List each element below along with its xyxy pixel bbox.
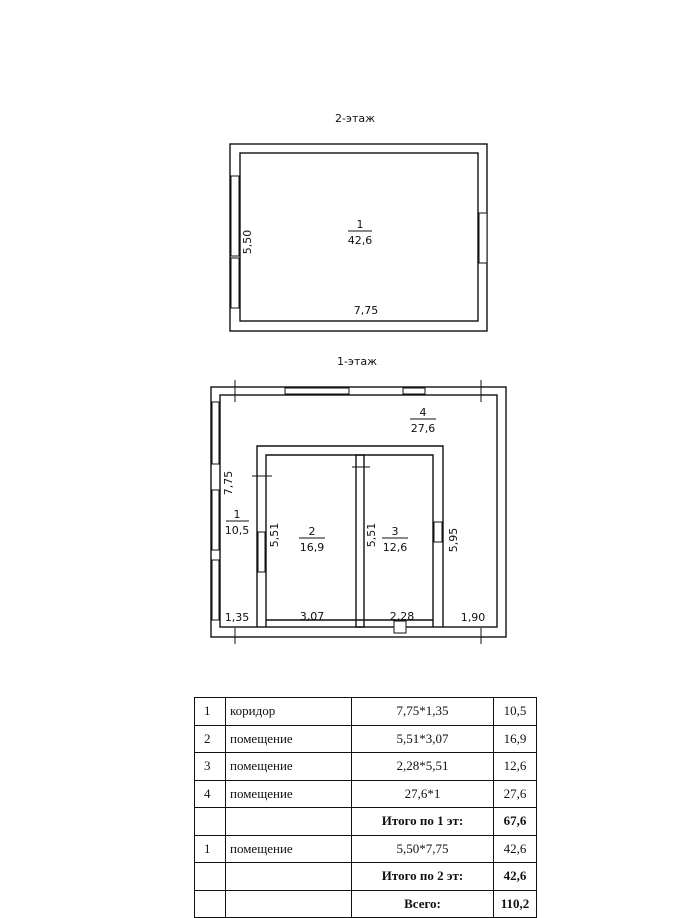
table-row: [195, 753, 537, 781]
dim-room-3-width: 2,28: [389, 610, 415, 623]
room-1-area: 10,5: [224, 524, 250, 537]
cell-total-label: Итого по 2 эт:: [352, 863, 494, 891]
table-row: [195, 835, 537, 863]
room-3-num: 3: [391, 525, 399, 538]
area-table: [194, 697, 537, 918]
room-4-num: 4: [419, 406, 427, 419]
cell-num: 2: [195, 725, 226, 753]
second-floor-room-num: 1: [356, 218, 364, 231]
room-4-area: 27,6: [410, 422, 436, 435]
cell-name: помещение: [226, 753, 352, 781]
table-row: [195, 725, 537, 753]
room-1-num: 1: [233, 508, 241, 521]
room-3-area: 12,6: [382, 541, 408, 554]
door-right: [434, 522, 442, 542]
cell-num: [195, 890, 226, 918]
second-floor-plan: [230, 112, 487, 331]
cell-name: коридор: [226, 698, 352, 726]
cell-area: 16,9: [494, 725, 537, 753]
second-floor-room-area: 42,6: [347, 234, 373, 247]
cell-total-label: Итого по 1 эт:: [352, 808, 494, 836]
table-row: [195, 698, 537, 726]
area-table-grid: [194, 697, 537, 918]
cell-total-area: 67,6: [494, 808, 537, 836]
window-right: [479, 213, 487, 263]
cell-grand-total-area: 110,2: [494, 890, 537, 918]
cell-grand-total-label: Всего:: [352, 890, 494, 918]
cell-area: 27,6: [494, 780, 537, 808]
cell-num: 4: [195, 780, 226, 808]
inner-block-outer-wall: [257, 446, 443, 627]
dim-room-2-height: 5,51: [268, 522, 281, 548]
inner-block-inner-wall: [266, 455, 433, 627]
window-left-2: [212, 490, 219, 550]
door-room-2: [258, 532, 265, 572]
table-row: [195, 780, 537, 808]
table-row-total: [195, 808, 537, 836]
cell-area: 42,6: [494, 835, 537, 863]
cell-name: помещение: [226, 780, 352, 808]
second-floor-title: 2-этаж: [334, 112, 376, 125]
dim-room-3-height: 5,51: [365, 522, 378, 548]
dim-room-2-width: 3,07: [299, 610, 325, 623]
window-top-1: [285, 388, 349, 394]
dim-corridor-length: 7,75: [222, 470, 235, 496]
table-row-grand-total: [195, 890, 537, 918]
window-left-bottom: [231, 258, 239, 308]
cell-name: помещение: [226, 725, 352, 753]
cell-num: 1: [195, 698, 226, 726]
cell-name: [226, 863, 352, 891]
cell-formula: 27,6*1: [352, 780, 494, 808]
window-left-1: [212, 402, 219, 464]
second-floor-dim-length: 7,75: [353, 304, 379, 317]
room-2-num: 2: [308, 525, 316, 538]
dim-right-width: 1,90: [460, 611, 486, 624]
first-floor-title: 1-этаж: [336, 355, 378, 368]
table-row-total: [195, 863, 537, 891]
first-floor-inner-wall: [220, 395, 497, 627]
cell-area: 12,6: [494, 753, 537, 781]
dim-right-height: 5,95: [447, 527, 460, 553]
cell-name: [226, 808, 352, 836]
room-2-area: 16,9: [299, 541, 325, 554]
cell-num: [195, 808, 226, 836]
window-left-3: [212, 560, 219, 620]
first-floor-outer-wall: [211, 387, 506, 637]
cell-total-area: 42,6: [494, 863, 537, 891]
cell-name: [226, 890, 352, 918]
cell-name: помещение: [226, 835, 352, 863]
second-floor-dim-width: 5,50: [241, 229, 254, 255]
cell-num: [195, 863, 226, 891]
first-floor-plan: [211, 355, 506, 644]
partition-wall: [356, 455, 364, 627]
cell-formula: 5,51*3,07: [352, 725, 494, 753]
cell-area: 10,5: [494, 698, 537, 726]
window-top-2: [403, 388, 425, 394]
cell-formula: 5,50*7,75: [352, 835, 494, 863]
cell-formula: 2,28*5,51: [352, 753, 494, 781]
cell-formula: 7,75*1,35: [352, 698, 494, 726]
cell-num: 1: [195, 835, 226, 863]
cell-num: 3: [195, 753, 226, 781]
window-left-top: [231, 176, 239, 256]
dim-corridor-width: 1,35: [224, 611, 250, 624]
